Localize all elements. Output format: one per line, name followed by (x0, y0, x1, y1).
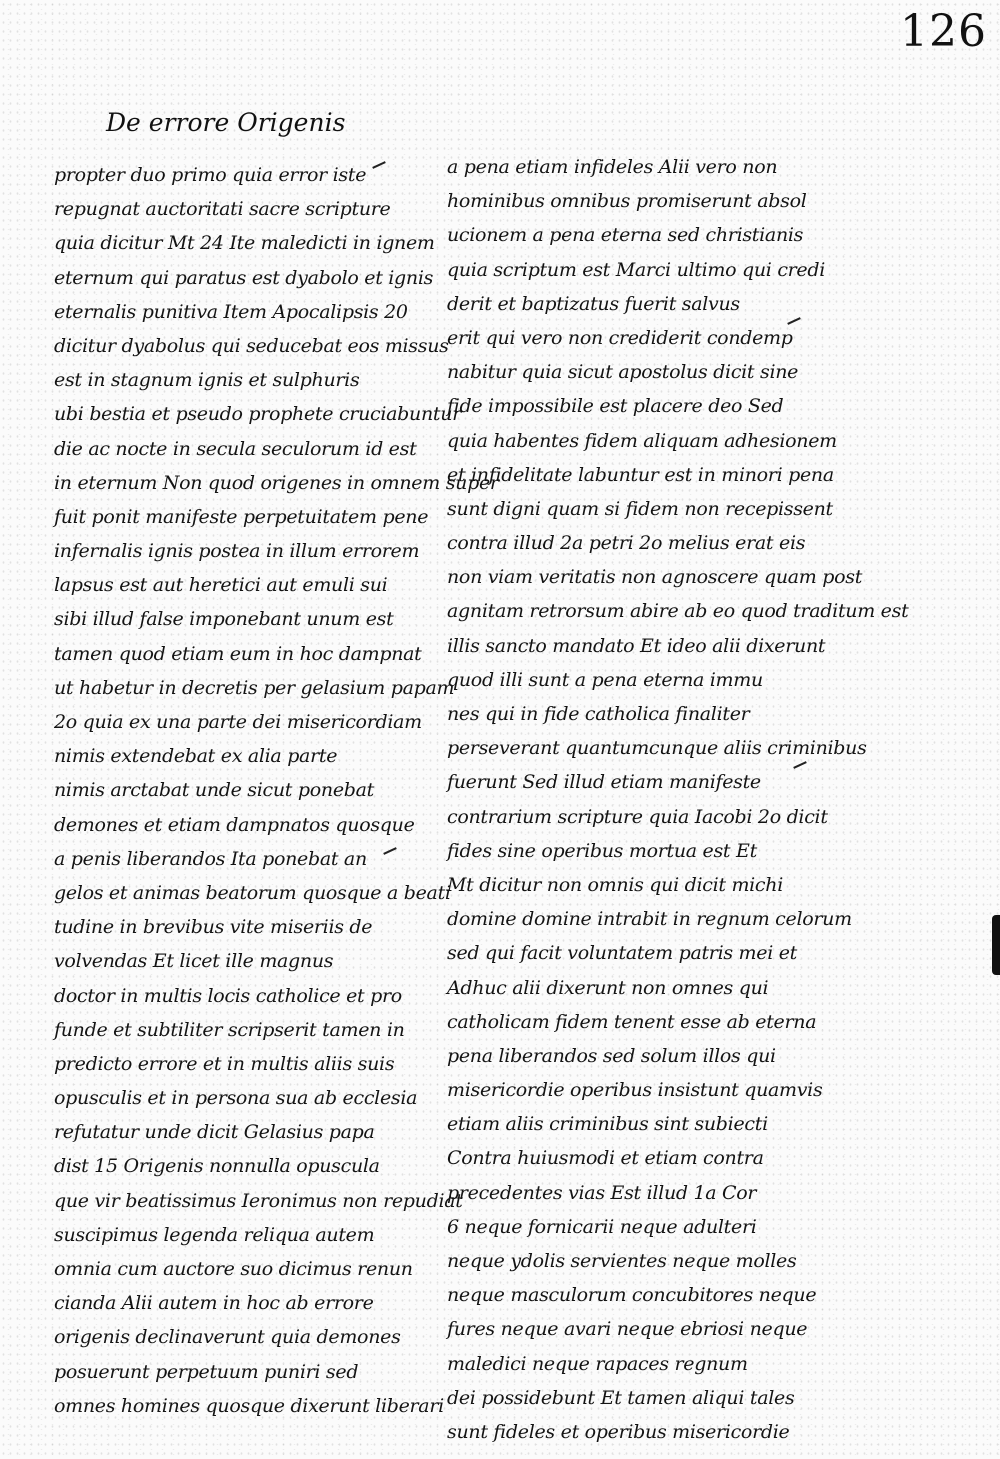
manuscript-line: est in stagnum ignis et sulphuris (54, 369, 360, 392)
manuscript-line: quia scriptum est Marci ultimo qui credi (447, 258, 826, 281)
manuscript-line: infernalis ignis postea in illum errorem (54, 540, 420, 563)
manuscript-line: Adhuc alii dixerunt non omnes qui (447, 976, 769, 999)
manuscript-line: tamen quod etiam eum in hoc dampnat (54, 642, 422, 665)
manuscript-line: quia dicitur Mt 24 Ite maledicti in ignem (54, 232, 435, 255)
manuscript-line: contra illud 2a petri 2o melius erat eis (447, 532, 806, 555)
manuscript-line: fide impossibile est placere deo Sed (447, 395, 784, 418)
manuscript-line: eternalis punitiva Item Apocalipsis 20 (54, 300, 408, 323)
manuscript-line: ut habetur in decretis per gelasium papam (54, 676, 455, 699)
manuscript-line: maledici neque rapaces regnum (447, 1352, 748, 1375)
manuscript-line: dist 15 Origenis nonnulla opuscula (54, 1155, 380, 1178)
manuscript-line: non viam veritatis non agnoscere quam post (447, 566, 863, 589)
manuscript-line: a pena etiam infideles Alii vero non (447, 156, 778, 178)
manuscript-line: dei possidebunt Et tamen aliqui tales (447, 1386, 795, 1409)
manuscript-line: pena liberandos sed solum illos qui (447, 1044, 776, 1067)
manuscript-line: suscipimus legenda reliqua autem (54, 1223, 375, 1246)
manuscript-line: Contra huiusmodi et etiam contra (447, 1147, 764, 1170)
manuscript-line: origenis declinaverunt quia demones (54, 1326, 401, 1349)
manuscript-line: cianda Alii autem in hoc ab errore (54, 1292, 374, 1315)
manuscript-line: repugnat auctoritati sacre scripture (54, 198, 391, 221)
manuscript-line: quod illi sunt a pena eterna immu (447, 668, 763, 691)
manuscript-line: nimis extendebat ex alia parte (54, 745, 338, 768)
left-text-column (54, 158, 499, 1423)
manuscript-line: omnes homines quosque dixerunt liberari (54, 1394, 444, 1417)
manuscript-line: quia habentes fidem aliquam adhesionem (447, 429, 837, 452)
manuscript-line: a penis liberandos Ita ponebat an (54, 847, 367, 870)
manuscript-line: tudine in brevibus vite miseriis de (54, 916, 373, 939)
manuscript-line: que vir beatissimus Ieronimus non repudiat (54, 1189, 463, 1212)
manuscript-line: in eternum Non quod origenes in omnem super (54, 471, 499, 494)
manuscript-line: agnitam retrorsum abire ab eo quod traditum est (447, 600, 909, 623)
manuscript-line: nabitur quia sicut apostolus dicit sine (447, 361, 799, 384)
manuscript-line: volvendas Et licet ille magnus (54, 950, 334, 973)
manuscript-line: neque ydolis servientes neque molles (447, 1250, 797, 1272)
manuscript-line: fuerunt Sed illud etiam manifeste (447, 771, 761, 794)
manuscript-line: omnia cum auctore suo dicimus renun (54, 1258, 413, 1280)
manuscript-line: et infidelitate labuntur est in minori pena (447, 463, 834, 486)
manuscript-line: illis sancto mandato Et ideo alii dixerunt (447, 634, 826, 657)
manuscript-line: lapsus est aut heretici aut emuli sui (54, 574, 388, 597)
manuscript-line: gelos et animas beatorum quosque a beati (54, 881, 451, 904)
manuscript-line: eternum qui paratus est dyabolo et ignis (54, 266, 434, 289)
manuscript-line: 6 neque fornicarii neque adulteri (447, 1215, 757, 1238)
manuscript-line: precedentes vias Est illud 1a Cor (447, 1181, 757, 1204)
manuscript-line: doctor in multis locis catholice et pro (54, 984, 402, 1007)
manuscript-line: sunt fideles et operibus misericordie (447, 1420, 790, 1443)
manuscript-line: domine domine intrabit in regnum celorum (447, 908, 852, 931)
manuscript-line: etiam aliis criminibus sint subiecti (447, 1113, 768, 1136)
manuscript-line: demones et etiam dampnatos quosque (54, 813, 415, 836)
manuscript-line: fuit ponit manifeste perpetuitatem pene (54, 505, 429, 528)
manuscript-line: fides sine operibus mortua est Et (447, 839, 757, 862)
manuscript-line: predicto errore et in multis aliis suis (54, 1052, 395, 1075)
manuscript-line: contrarium scripture quia Iacobi 2o dicit (447, 805, 828, 828)
manuscript-line: hominibus omnibus promiserunt absol (447, 190, 807, 213)
manuscript-line: ubi bestia et pseudo prophete cruciabuntur (54, 403, 461, 426)
manuscript-line: perseverant quantumcunque aliis criminibus (447, 737, 867, 760)
manuscript-line: ucionem a pena eterna sed christianis (447, 224, 804, 247)
folio-number: 126 (900, 6, 987, 57)
manuscript-line: refutatur unde dicit Gelasius papa (54, 1121, 375, 1144)
manuscript-line: nes qui in fide catholica finaliter (447, 703, 750, 725)
manuscript-line: erit qui vero non crediderit condemp (447, 326, 793, 349)
manuscript-line: derit et baptizatus fuerit salvus (447, 292, 740, 315)
right-text-column (447, 150, 909, 1449)
manuscript-line: nimis arctabat unde sicut ponebat (54, 779, 374, 802)
manuscript-line: catholicam fidem tenent esse ab eterna (447, 1010, 817, 1033)
manuscript-line: sunt digni quam si fidem non recepissent (447, 497, 833, 520)
manuscript-line: funde et subtiliter scripserit tamen in (54, 1018, 405, 1041)
manuscript-line: opusculis et in persona sua ab ecclesia (54, 1087, 418, 1110)
manuscript-line: propter duo primo quia error iste (54, 164, 367, 186)
manuscript-line: fures neque avari neque ebriosi neque (447, 1318, 808, 1341)
manuscript-line: die ac nocte in secula seculorum id est (54, 437, 417, 460)
manuscript-line: 2o quia ex una parte dei misericordiam (54, 711, 422, 733)
manuscript-line: sed qui facit voluntatem patris mei et (447, 942, 798, 965)
manuscript-line: neque masculorum concubitores neque (447, 1284, 817, 1307)
binding-edge-mark (992, 915, 1000, 975)
manuscript-line: posuerunt perpetuum puniri sed (54, 1360, 359, 1383)
manuscript-line: sibi illud false imponebant unum est (54, 608, 394, 631)
chapter-heading: De errore Origenis (106, 108, 346, 137)
manuscript-line: dicitur dyabolus qui seducebat eos missus (54, 334, 449, 357)
manuscript-line: Mt dicitur non omnis qui dicit michi (447, 873, 783, 896)
manuscript-line: misericordie operibus insistunt quamvis (447, 1079, 823, 1102)
